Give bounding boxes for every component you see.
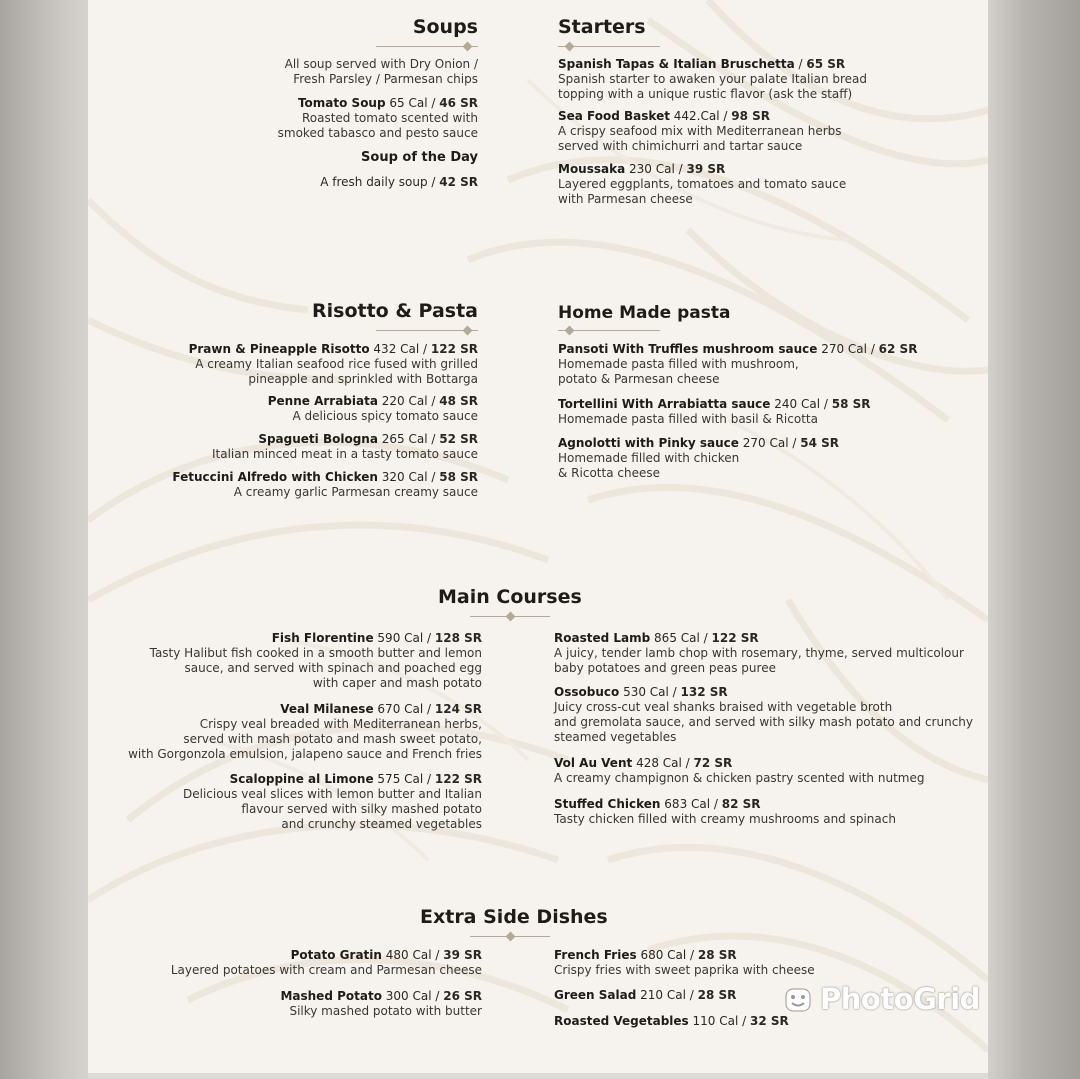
- item-price: 82 SR: [721, 797, 761, 811]
- item-name: French Fries: [554, 948, 637, 962]
- menu-item-fetuccini-alfredo: Fetuccini Alfredo with Chicken 320 Cal / 58 SR A creamy garlic Parmesan creamy sauce: [172, 470, 478, 499]
- menu-item-fish-florentine: Fish Florentine 590 Cal / 128 SR Tasty Halibut fish cooked in a smooth butter and lemon sauce, and served with spinach and poached egg with caper and mash potato: [149, 631, 482, 690]
- item-calories: 265 Cal: [381, 432, 428, 446]
- item-name: Soup of the Day: [361, 150, 478, 165]
- item-description: Crispy fries with sweet paprika with cheese: [554, 963, 815, 977]
- item-description: Juicy cross-cut veal shanks braised with vegetable broth: [554, 700, 893, 714]
- item-description: A juicy, tender lamb chop with rosemary, thyme, served multicolour: [554, 646, 964, 660]
- menu-item-ossobuco: Ossobuco 530 Cal / 132 SR Juicy cross-cut veal shanks braised with vegetable broth and gremolata sauce, and served with silky mash potato and crunchy steamed vegetables: [554, 685, 974, 744]
- watermark-text: PhotoGrid: [820, 982, 980, 1016]
- menu-item-green-salad: Green Salad 210 Cal / 28 SR: [554, 988, 737, 1002]
- menu-item-stuffed-chicken: Stuffed Chicken 683 Cal / 82 SR Tasty chicken filled with creamy mushrooms and spinach: [554, 797, 896, 826]
- item-name: Green Salad: [554, 988, 637, 1002]
- item-calories: 220 Cal: [381, 394, 428, 408]
- item-name: Sea Food Basket: [558, 109, 670, 123]
- item-description: Delicious veal slices with lemon butter and Italian: [182, 787, 482, 801]
- item-calories: 110 Cal: [692, 1014, 739, 1028]
- menu-item-vol-au-vent: Vol Au Vent 428 Cal / 72 SR A creamy champignon & chicken pastry scented with nutmeg: [554, 756, 925, 785]
- menu-item-moussaka: Moussaka 230 Cal / 39 SR Layered eggplants, tomatoes and tomato sauce with Parmesan cheese: [558, 162, 847, 206]
- item-price: 58 SR: [439, 470, 478, 484]
- item-calories: 270 Cal: [821, 342, 867, 356]
- item-description: flavour served with silky mashed potato: [241, 802, 482, 816]
- item-price: 32 SR: [749, 1014, 789, 1028]
- item-description: Roasted tomato scented with: [301, 111, 478, 125]
- item-name: Penne Arrabiata: [267, 394, 378, 408]
- item-description: A delicious spicy tomato sauce: [292, 409, 478, 423]
- item-name: Mashed Potato: [280, 989, 382, 1003]
- item-description: smoked tabasco and pesto sauce: [277, 126, 478, 140]
- item-name: Stuffed Chicken: [554, 797, 661, 811]
- menu-item-roasted-lamb: Roasted Lamb 865 Cal / 122 SR A juicy, tender lamb chop with rosemary, thyme, served multicolour baby potatoes and green peas puree: [554, 631, 964, 675]
- item-price: 65 SR: [806, 57, 846, 71]
- item-price: 72 SR: [693, 756, 733, 770]
- item-price: 98 SR: [731, 109, 771, 123]
- item-calories: 530 Cal: [623, 685, 669, 699]
- soups-note-line-1: All soup served with Dry Onion /: [284, 57, 478, 71]
- homemade-rule: [558, 327, 660, 335]
- item-calories: 65 Cal: [389, 96, 428, 110]
- item-calories: 432 Cal: [373, 342, 420, 356]
- photogrid-logo-icon: [784, 986, 812, 1012]
- item-price: 122 SR: [434, 772, 482, 786]
- item-name: Tortellini With Arrabiatta sauce: [558, 397, 771, 411]
- menu-item-tomato-soup: Tomato Soup 65 Cal / 46 SR Roasted tomato scented with smoked tabasco and pesto sauce: [277, 96, 478, 140]
- item-name: Fetuccini Alfredo with Chicken: [172, 470, 378, 484]
- item-description: Layered potatoes with cream and Parmesan cheese: [170, 963, 482, 977]
- main-courses-rule: [470, 613, 550, 621]
- item-name: Scaloppine al Limone: [229, 772, 374, 786]
- item-calories: 680 Cal: [640, 948, 687, 962]
- item-name: Veal Milanese: [280, 702, 374, 716]
- item-name: Spagueti Bologna: [258, 432, 378, 446]
- item-price: 122 SR: [430, 342, 478, 356]
- item-description: & Ricotta cheese: [558, 466, 660, 480]
- item-description: Crispy veal breaded with Mediterranean herbs,: [199, 717, 482, 731]
- menu-item-prawn-risotto: Prawn & Pineapple Risotto 432 Cal / 122 SR A creamy Italian seafood rice fused with grilled pineapple and sprinkled with Bottarga: [188, 342, 478, 386]
- item-calories: 865 Cal: [654, 631, 700, 645]
- item-name: Prawn & Pineapple Risotto: [188, 342, 370, 356]
- item-price: 52 SR: [439, 432, 478, 446]
- item-name: Roasted Lamb: [554, 631, 651, 645]
- item-description: Homemade filled with chicken: [558, 451, 740, 465]
- item-calories: 480 Cal: [385, 948, 432, 962]
- item-price: 54 SR: [800, 436, 839, 450]
- menu-item-sea-food-basket: Sea Food Basket 442.Cal / 98 SR A crispy seafood mix with Mediterranean herbs served with chimichurri and tartar sauce: [558, 109, 842, 153]
- item-name: Ossobuco: [554, 685, 620, 699]
- menu-item-penne-arrabiata: Penne Arrabiata 220 Cal / 48 SR A delicious spicy tomato sauce: [267, 394, 478, 423]
- item-description: Homemade pasta filled with mushroom,: [558, 357, 799, 371]
- item-description: A crispy seafood mix with Mediterranean herbs: [558, 124, 842, 138]
- menu-item-soup-of-the-day-desc: A fresh daily soup / 42 SR: [320, 175, 478, 189]
- soups-title: Soups: [412, 16, 478, 38]
- item-description: A creamy champignon & chicken pastry scented with nutmeg: [554, 771, 925, 785]
- item-price: 42 SR: [439, 175, 478, 189]
- item-name: Agnolotti with Pinky sauce: [558, 436, 739, 450]
- item-name: Vol Au Vent: [554, 756, 633, 770]
- item-price: 48 SR: [439, 394, 478, 408]
- item-price: 39 SR: [686, 162, 726, 176]
- item-name: Spanish Tapas & Italian Bruschetta: [558, 57, 795, 71]
- item-description: Italian minced meat in a tasty tomato sauce: [211, 447, 478, 461]
- item-description: A creamy Italian seafood rice fused with grilled: [195, 357, 478, 371]
- menu-page: [88, 0, 988, 1073]
- item-price: 124 SR: [434, 702, 482, 716]
- left-frame-border: [0, 0, 88, 1079]
- extra-sides-title: Extra Side Dishes: [420, 906, 608, 928]
- item-description: pineapple and sprinkled with Bottarga: [248, 372, 478, 386]
- item-description: topping with a unique rustic flavor (ask the staff): [558, 87, 853, 101]
- item-description: Tasty chicken filled with creamy mushrooms and spinach: [554, 812, 896, 826]
- menu-item-agnolotti: Agnolotti with Pinky sauce 270 Cal / 54 SR Homemade filled with chicken & Ricotta cheese: [558, 436, 839, 480]
- item-description: steamed vegetables: [554, 730, 677, 744]
- item-price: 128 SR: [434, 631, 482, 645]
- item-description: with Gorgonzola emulsion, jalapeno sauce and French fries: [128, 747, 482, 761]
- item-description: served with mash potato and mash sweet potato,: [183, 732, 482, 746]
- menu-item-tortellini: Tortellini With Arrabiatta sauce 240 Cal / 58 SR Homemade pasta filled with basil & Ricotta: [558, 397, 871, 426]
- menu-item-french-fries: French Fries 680 Cal / 28 SR Crispy fries with sweet paprika with cheese: [554, 948, 815, 977]
- photogrid-watermark: [784, 982, 980, 1016]
- item-calories: 590 Cal: [377, 631, 424, 645]
- soups-rule: [376, 43, 478, 51]
- risotto-rule: [376, 327, 478, 335]
- item-calories: 670 Cal: [377, 702, 424, 716]
- menu-item-soup-of-the-day: [361, 150, 478, 165]
- item-description: served with chimichurri and tartar sauce: [558, 139, 803, 153]
- page-bottom-edge: [88, 1073, 988, 1079]
- item-price: 132 SR: [680, 685, 728, 699]
- starters-title: Starters: [558, 16, 646, 38]
- item-price: 122 SR: [711, 631, 759, 645]
- item-calories: 575 Cal: [377, 772, 424, 786]
- starters-rule: [558, 43, 660, 51]
- item-description: potato & Parmesan cheese: [558, 372, 720, 386]
- item-calories: 300 Cal: [385, 989, 432, 1003]
- risotto-pasta-title: Risotto & Pasta: [312, 300, 478, 322]
- item-description: A fresh daily soup: [320, 175, 428, 189]
- item-name: Moussaka: [558, 162, 626, 176]
- item-description: with caper and mash potato: [312, 676, 482, 690]
- item-name: Tomato Soup: [297, 96, 386, 110]
- item-price: 62 SR: [878, 342, 918, 356]
- item-calories: 428 Cal: [636, 756, 682, 770]
- item-description: sauce, and served with spinach and poached egg: [184, 661, 482, 675]
- item-price: 28 SR: [697, 948, 737, 962]
- menu-item-spagueti-bologna: Spagueti Bologna 265 Cal / 52 SR Italian minced meat in a tasty tomato sauce: [211, 432, 478, 461]
- item-price: 26 SR: [443, 989, 482, 1003]
- menu-item-mashed-potato: Mashed Potato 300 Cal / 26 SR Silky mashed potato with butter: [280, 989, 482, 1018]
- main-courses-title: Main Courses: [438, 586, 582, 608]
- item-description: A creamy garlic Parmesan creamy sauce: [233, 485, 478, 499]
- item-price: 28 SR: [697, 988, 737, 1002]
- item-price: 46 SR: [439, 96, 478, 110]
- item-calories: 210 Cal: [640, 988, 686, 1002]
- menu-item-roasted-vegetables: Roasted Vegetables 110 Cal / 32 SR: [554, 1014, 789, 1028]
- item-calories: 230 Cal: [629, 162, 675, 176]
- item-description: baby potatoes and green peas puree: [554, 661, 776, 675]
- item-name: Fish Florentine: [271, 631, 374, 645]
- soups-note-line-2: Fresh Parsley / Parmesan chips: [293, 72, 478, 86]
- item-price: 39 SR: [443, 948, 482, 962]
- item-name: Roasted Vegetables: [554, 1014, 689, 1028]
- item-calories: 442.Cal: [673, 109, 720, 123]
- right-frame-border: [988, 0, 1080, 1079]
- item-calories: 320 Cal: [381, 470, 428, 484]
- homemade-pasta-title: Home Made pasta: [558, 303, 731, 323]
- item-description: Silky mashed potato with butter: [289, 1004, 482, 1018]
- item-description: and crunchy steamed vegetables: [281, 817, 482, 831]
- item-calories: 270 Cal: [742, 436, 789, 450]
- item-description: with Parmesan cheese: [558, 192, 693, 206]
- item-name: Potato Gratin: [290, 948, 382, 962]
- menu-item-pansoti: Pansoti With Truffles mushroom sauce 270 Cal / 62 SR Homemade pasta filled with mushroom, potato & Parmesan cheese: [558, 342, 918, 386]
- item-description: Homemade pasta filled with basil & Ricotta: [558, 412, 818, 426]
- extra-sides-rule: [470, 933, 550, 941]
- menu-item-potato-gratin: Potato Gratin 480 Cal / 39 SR Layered potatoes with cream and Parmesan cheese: [170, 948, 482, 977]
- item-name: Pansoti With Truffles mushroom sauce: [558, 342, 818, 356]
- item-description: Tasty Halibut fish cooked in a smooth butter and lemon: [149, 646, 482, 660]
- item-description: Layered eggplants, tomatoes and tomato sauce: [558, 177, 847, 191]
- item-calories: 683 Cal: [664, 797, 711, 811]
- item-description: Spanish starter to awaken your palate Italian bread: [558, 72, 868, 86]
- item-description: and gremolata sauce, and served with silky mash potato and crunchy: [554, 715, 974, 729]
- item-price: 58 SR: [831, 397, 871, 411]
- menu-item-spanish-tapas: Spanish Tapas & Italian Bruschetta / 65 SR Spanish starter to awaken your palate Italian bread topping with a unique rustic flavor (ask the staff): [558, 57, 868, 101]
- item-calories: 240 Cal: [774, 397, 821, 411]
- menu-item-veal-milanese: Veal Milanese 670 Cal / 124 SR Crispy veal breaded with Mediterranean herbs, served with mash potato and mash sweet potato, with Gorgonzola emulsion, jalapeno sauce and French fries: [128, 702, 482, 761]
- menu-item-scaloppine: Scaloppine al Limone 575 Cal / 122 SR Delicious veal slices with lemon butter and Italian flavour served with silky mashed potato and crunchy steamed vegetables: [182, 772, 482, 831]
